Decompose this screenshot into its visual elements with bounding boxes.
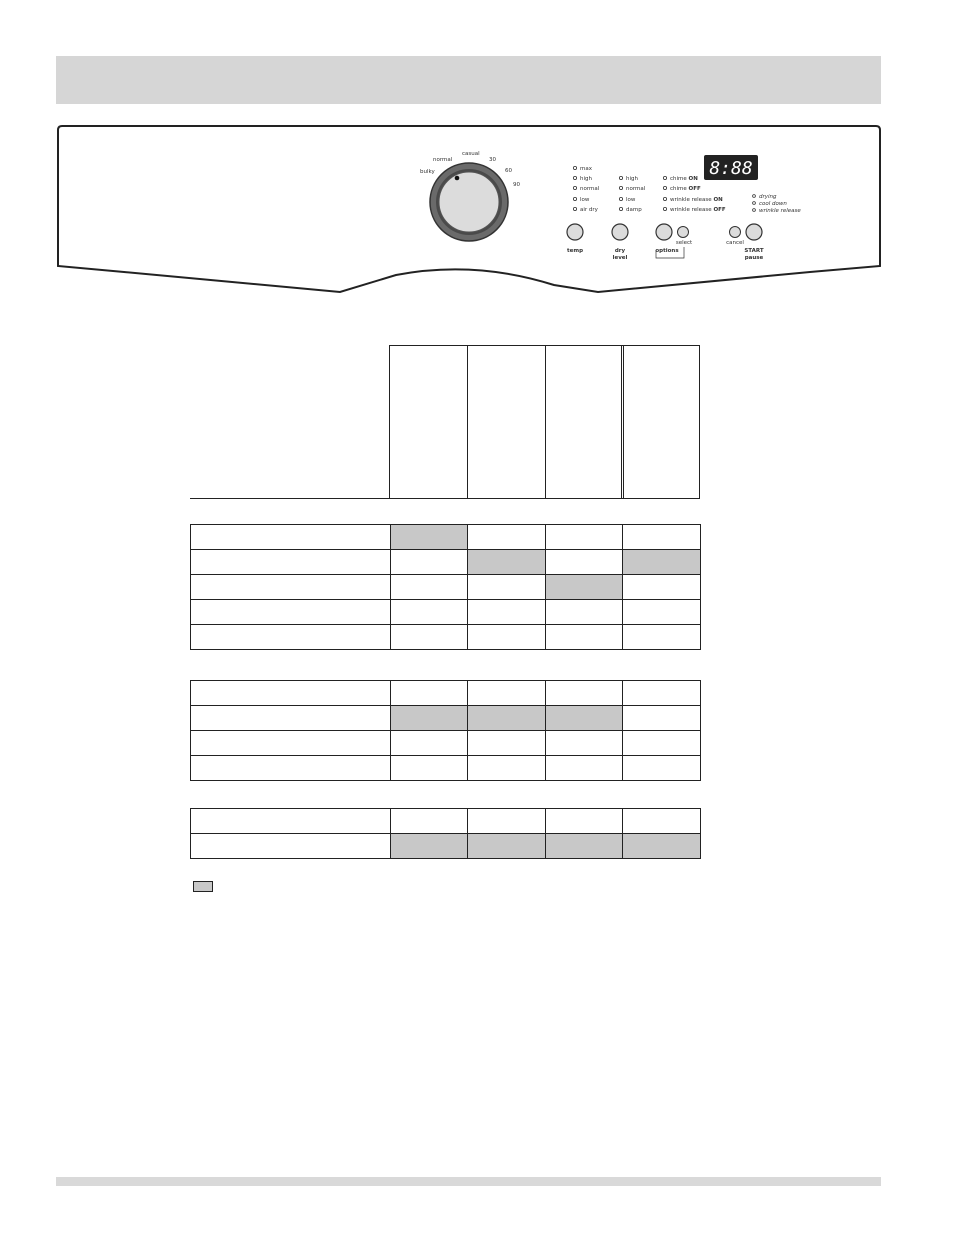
svg-text:drying: drying — [759, 194, 777, 200]
table-cell — [546, 809, 623, 834]
table-cell — [391, 756, 468, 781]
svg-text:high: high — [580, 176, 592, 182]
table-cell — [468, 756, 546, 781]
svg-text:options: options — [655, 248, 679, 254]
options-table-3 — [190, 808, 701, 859]
table-cell — [468, 731, 546, 756]
svg-text:level: level — [612, 255, 628, 261]
column-header-1 — [389, 345, 468, 498]
table-cell — [623, 550, 701, 575]
table-cell — [623, 809, 701, 834]
dial-label-bulky: bulky — [420, 169, 435, 175]
table-cell — [391, 809, 468, 834]
table-row — [191, 809, 701, 834]
table-cell — [623, 681, 701, 706]
table-cell — [468, 706, 546, 731]
table-row — [191, 600, 701, 625]
svg-text:damp: damp — [626, 207, 642, 213]
column-header-2 — [467, 345, 546, 498]
dial-label-60: 60 — [505, 168, 512, 174]
table-row — [191, 550, 701, 575]
row-label-cell — [191, 809, 391, 834]
column-header-4 — [621, 345, 700, 498]
dial-label-90: 90 — [513, 182, 520, 188]
table-cell — [468, 550, 546, 575]
table-cell — [623, 706, 701, 731]
table-cell — [468, 600, 546, 625]
svg-text:pause: pause — [744, 255, 764, 261]
row-label-cell — [191, 575, 391, 600]
table-cell — [623, 756, 701, 781]
row-label-cell — [191, 600, 391, 625]
svg-text:air dry: air dry — [580, 207, 598, 213]
table-row — [191, 756, 701, 781]
table-cell — [391, 550, 468, 575]
options-table-1 — [190, 524, 701, 650]
row-label-cell — [191, 731, 391, 756]
svg-text:temp: temp — [566, 248, 584, 254]
svg-text:max: max — [580, 166, 592, 172]
table-cell — [468, 681, 546, 706]
table-cell — [546, 706, 623, 731]
footer-bar — [56, 1177, 881, 1186]
svg-text:wrinkle release OFF: wrinkle release OFF — [670, 207, 726, 213]
table-cell — [468, 525, 546, 550]
table-cell — [623, 625, 701, 650]
header-bar — [56, 56, 881, 104]
row-label-cell — [191, 756, 391, 781]
svg-text:low: low — [626, 197, 636, 203]
svg-text:select: select — [675, 240, 693, 246]
table-row — [191, 731, 701, 756]
table-cell — [546, 756, 623, 781]
svg-text:wrinkle release ON: wrinkle release ON — [670, 197, 723, 203]
table-cell — [391, 731, 468, 756]
svg-text:wrinkle release: wrinkle release — [759, 208, 801, 214]
table-cell — [546, 625, 623, 650]
table-cell — [468, 625, 546, 650]
svg-text:normal: normal — [626, 186, 646, 192]
table-cell — [391, 575, 468, 600]
table-cell — [623, 525, 701, 550]
table-row — [191, 706, 701, 731]
table-cell — [546, 550, 623, 575]
dial-label-30: 30 — [489, 157, 496, 163]
svg-text:chime OFF: chime OFF — [670, 186, 701, 192]
svg-text:chime ON: chime ON — [670, 176, 698, 182]
table-row — [191, 525, 701, 550]
legend-swatch — [193, 881, 213, 892]
control-panel — [50, 120, 890, 300]
svg-text:cool down: cool down — [759, 201, 787, 207]
row-label-cell — [191, 681, 391, 706]
table-cell — [391, 706, 468, 731]
options-table-2 — [190, 680, 701, 781]
table-cell — [468, 809, 546, 834]
svg-text:normal: normal — [580, 186, 600, 192]
svg-text:START: START — [744, 248, 764, 254]
svg-text:low: low — [580, 197, 590, 203]
table-cell — [623, 600, 701, 625]
table-cell — [391, 834, 468, 859]
table-cell — [546, 731, 623, 756]
table-cell — [391, 525, 468, 550]
table-cell — [468, 834, 546, 859]
dial-pointer — [455, 176, 460, 181]
svg-text:8:88: 8:88 — [709, 158, 753, 179]
svg-text:dry: dry — [614, 248, 626, 254]
table-row — [191, 681, 701, 706]
table-cell — [546, 575, 623, 600]
svg-text:cancel: cancel — [726, 240, 744, 246]
dial-label-normal: normal — [433, 157, 453, 163]
table-cell — [468, 575, 546, 600]
row-label-cell — [191, 525, 391, 550]
table-cell — [546, 525, 623, 550]
column-header-3 — [545, 345, 624, 498]
table-row — [191, 834, 701, 859]
cycle-dial[interactable] — [430, 163, 508, 241]
table-cell — [391, 625, 468, 650]
dial-label-casual: casual — [462, 151, 480, 157]
row-label-cell — [191, 550, 391, 575]
table-row — [191, 575, 701, 600]
table-column-headers — [190, 345, 700, 499]
table-cell — [546, 600, 623, 625]
svg-text:high: high — [626, 176, 638, 182]
row-label-cell — [191, 706, 391, 731]
header-baseline — [190, 498, 700, 499]
time-display — [704, 155, 758, 180]
table-cell — [546, 681, 623, 706]
table-cell — [391, 600, 468, 625]
table-cell — [623, 575, 701, 600]
table-cell — [391, 681, 468, 706]
table-row — [191, 625, 701, 650]
table-cell — [546, 834, 623, 859]
table-cell — [623, 834, 701, 859]
row-label-cell — [191, 625, 391, 650]
row-label-cell — [191, 834, 391, 859]
table-cell — [623, 731, 701, 756]
